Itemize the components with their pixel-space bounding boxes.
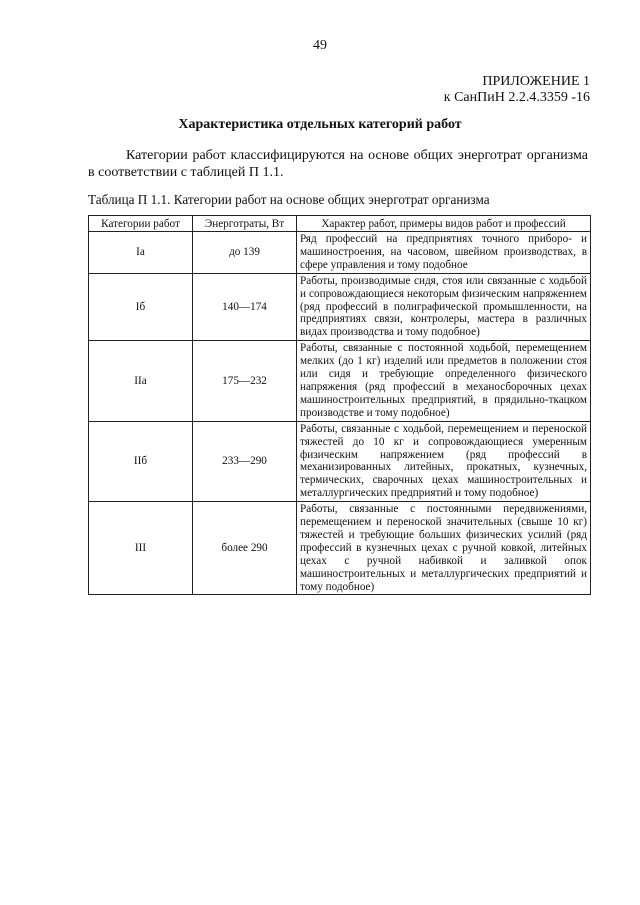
appendix-reference (444, 74, 590, 106)
energy-cell: до 139 (193, 232, 297, 274)
appendix-label: ПРИЛОЖЕНИЕ 1 (482, 74, 590, 89)
energy-cell: 175—232 (193, 341, 297, 421)
category-cell: IIб (89, 421, 193, 501)
work-categories-table (88, 215, 591, 595)
description-cell: Ряд профессий на предприятиях точного приборо- и машиностроения, на часовом, швейном производствах, в сфере управления и тому подобное (297, 232, 591, 274)
energy-cell: 140—174 (193, 273, 297, 341)
category-cell: Ia (89, 232, 193, 274)
description-cell: Работы, связанные с постоянной ходьбой, перемещением мелких (до 1 кг) изделий или предметов в положении стоя или сидя и требующие определенного физического напряжения (ряд профессий в механосборочных цехах машиностроительных предприятий, в прядильно-ткацком производстве и тому подобное) (297, 341, 591, 421)
header-description: Характер работ, примеры видов работ и профессий (297, 216, 591, 232)
table-row (89, 502, 591, 595)
page-number: 49 (313, 38, 327, 53)
table-row (89, 232, 591, 274)
description-cell: Работы, связанные с постоянными передвижениями, перемещением и переноской значительных (свыше 10 кг) тяжестей и требующие больших физических усилий (ряд профессий в кузнечных цехах с ручной ковкой, литейных цехах с ручной набивкой и заливкой опок машиностроительных и металлургических предприятий и тому подобное) (297, 502, 591, 595)
appendix-standard: к СанПиН 2.2.4.3359 -16 (443, 90, 590, 105)
table-row (89, 341, 591, 421)
header-energy: Энерготраты, Вт (193, 216, 297, 232)
intro-paragraph: Категории работ классифицируются на основе общих энерготрат организма в соответствии с таблицей П 1.1. (88, 148, 588, 180)
energy-cell: более 290 (193, 502, 297, 595)
table-header-row (89, 216, 591, 232)
table-row (89, 273, 591, 341)
category-cell: IIa (89, 341, 193, 421)
category-cell: III (89, 502, 193, 595)
table-row (89, 421, 591, 501)
category-cell: Iб (89, 273, 193, 341)
energy-cell: 233—290 (193, 421, 297, 501)
document-title: Характеристика отдельных категорий работ (178, 117, 462, 132)
description-cell: Работы, производимые сидя, стоя или связанные с ходьбой и сопровождающиеся некоторым физическим напряжением (ряд профессий в полиграфической промышленности, на предприятиях связи, контролеры, мастера в различных видах производства и тому подобное) (297, 273, 591, 341)
header-category: Категории работ (89, 216, 193, 232)
description-cell: Работы, связанные с ходьбой, перемещением и переноской тяжестей до 10 кг и сопровождающиеся умеренным физическим напряжением (ряд профессий в механизированных литейных, прокатных, кузнечных, термических, сварочных цехах машиностроительных и металлургических предприятий и тому подобное) (297, 421, 591, 501)
table-caption: Таблица П 1.1. Категории работ на основе общих энерготрат организма (88, 192, 490, 207)
